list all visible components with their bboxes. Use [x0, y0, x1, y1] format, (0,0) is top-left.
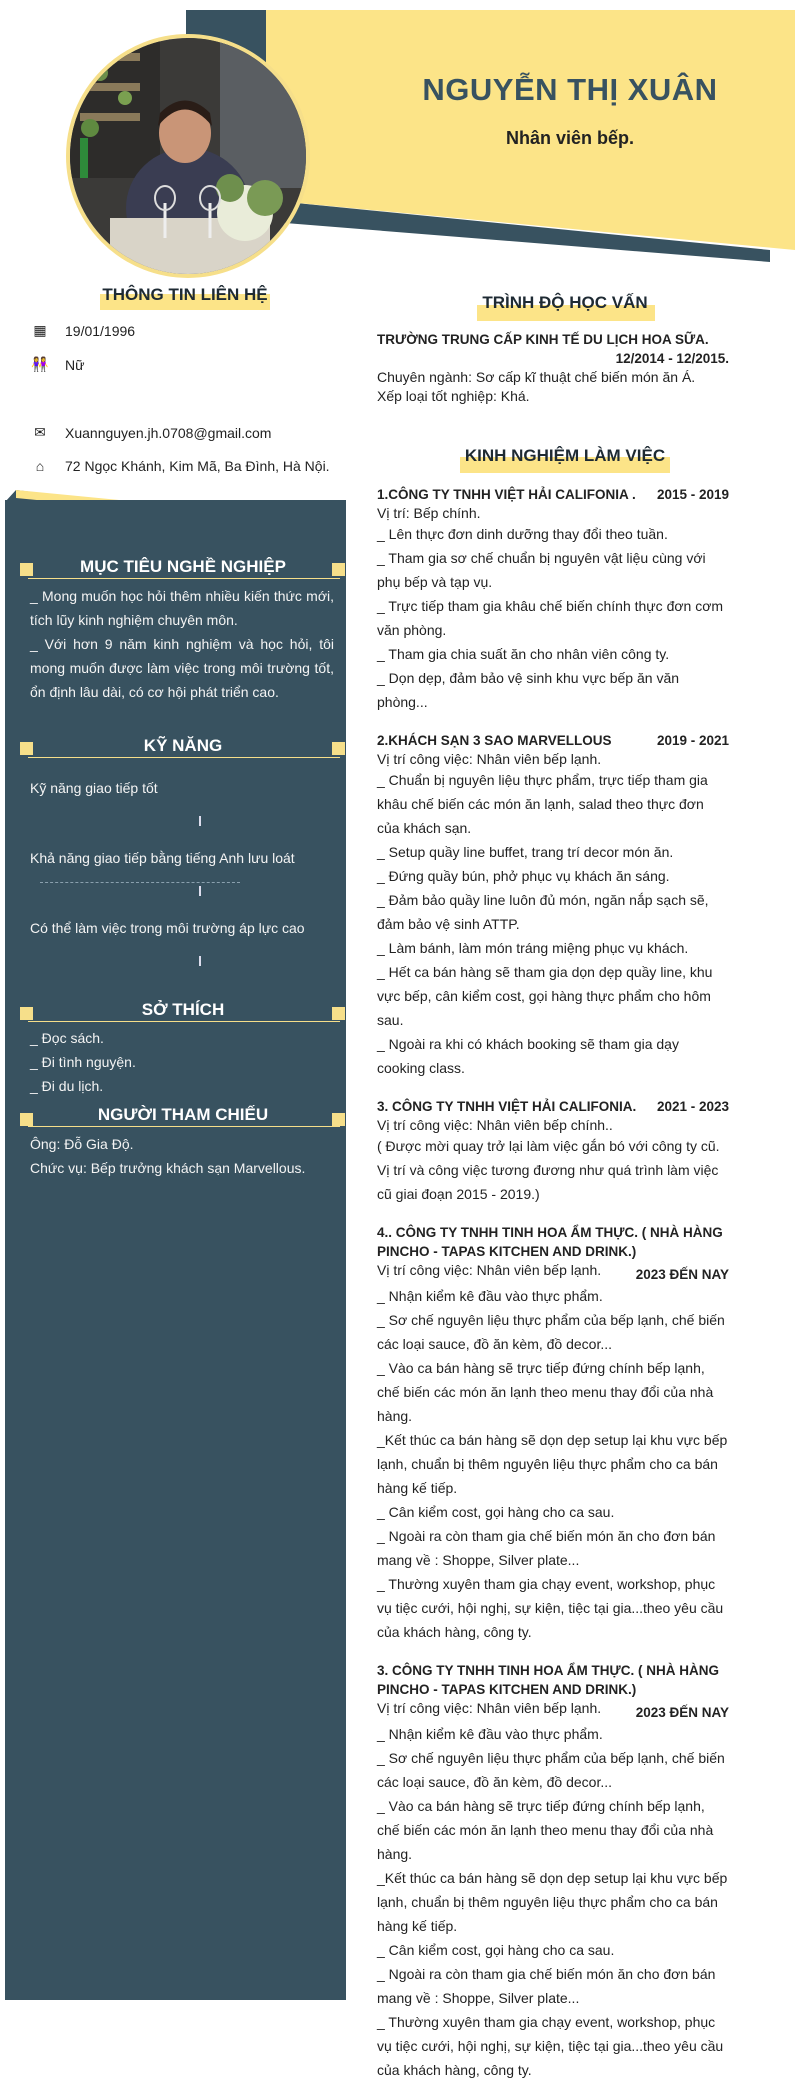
skills-underline: [28, 757, 340, 758]
job-3-position: Vị trí công việc: Nhân viên bếp chính..: [377, 1117, 613, 1133]
job-5-line-3: _ Vào ca bán hàng sẽ trực tiếp đứng chính bếp lạnh, chế biến các món ăn lạnh theo menu thay đổi của nhà hàng.: [377, 1798, 714, 1862]
job-4-line-3: _ Vào ca bán hàng sẽ trực tiếp đứng chính bếp lạnh, chế biến các món ăn lạnh theo menu thay đổi của nhà hàng.: [377, 1360, 714, 1424]
reference-name: Ông: Đỗ Gia Độ.: [30, 1136, 134, 1152]
job-4-position: Vị trí công việc: Nhân viên bếp lạnh.: [377, 1262, 602, 1278]
job-4-line-2: _ Sơ chế nguyên liệu thực phẩm của bếp lạnh, chế biến các loại sauce, đồ ăn kèm, đồ decor...: [377, 1312, 725, 1352]
job-4-line-6: _ Ngoài ra còn tham gia chế biến món ăn cho đơn bán mang về : Shoppe, Silver plate...: [377, 1528, 716, 1568]
hobbies-title: SỞ THÍCH: [141, 1000, 225, 1019]
skill-1-level-mark: [199, 816, 201, 826]
education-major: Chuyên ngành: Sơ cấp kĩ thuật chế biến món ăn Á.: [377, 369, 696, 385]
calendar-icon: ▦: [33, 322, 47, 338]
job-5-line-5: _ Cân kiểm cost, gọi hàng cho ca sau.: [377, 1942, 615, 1958]
education-title: TRÌNH ĐỘ HỌC VẤN: [482, 293, 648, 312]
gender-icon: 👭: [31, 356, 49, 372]
contact-email: [30, 424, 271, 441]
job-4-company: 4.. CÔNG TY TNHH TINH HOA ẨM THỰC. ( NHÀ HÀNG PINCHO - TAPAS KITCHEN AND DRINK.): [377, 1225, 723, 1259]
job-2-line-3: _ Đứng quầy bún, phở phục vụ khách ăn sáng.: [377, 868, 670, 884]
contact-birthday: [30, 322, 135, 339]
job-4-line-7: _ Thường xuyên tham gia chạy event, workshop, phục vụ tiệc cưới, hội nghị, sự kiện, tiệc tại gia...theo yêu cầu của khách hàng, công ty.: [377, 1576, 724, 1640]
job-2-line-5: _ Làm bánh, làm món tráng miệng phục vụ khách.: [377, 940, 689, 956]
job-entry-3: [377, 1097, 729, 1206]
experience-list: [377, 485, 729, 2082]
education-section: [377, 330, 729, 406]
objective-text: [30, 584, 334, 704]
left-panel-fill: [5, 500, 346, 2000]
contact-address: [30, 458, 330, 474]
job-2-line-1: _ Chuẩn bị nguyên liệu thực phẩm, trực tiếp tham gia khâu chế biến các món ăn lạnh, salad theo thực đơn của khách sạn.: [377, 772, 708, 836]
job-entry-1: [377, 485, 729, 714]
chef-photo-illustration: [70, 38, 306, 274]
job-3-line-1: ( Được mời quay trở lại làm việc gắn bó với công ty cũ. Vị trí và công việc tương đương như quá trình làm việc cũ giai đoạn 2015 - 2019.): [377, 1138, 720, 1202]
job-2-line-6: _ Hết ca bán hàng sẽ tham gia dọn dẹp quầy line, khu vực bếp, cân kiểm cost, gọi hàng thực phẩm cho hôm sau.: [377, 964, 713, 1028]
home-icon: ⌂: [35, 458, 45, 474]
job-1-line-1: _ Lên thực đơn dinh dưỡng thay đổi theo tuần.: [377, 526, 668, 542]
skills-title: KỸ NĂNG: [143, 736, 223, 755]
job-1-period: 2015 - 2019: [656, 487, 729, 502]
envelope-icon: ✉: [34, 424, 46, 440]
job-1-line-2: _ Tham gia sơ chế chuẩn bị nguyên vật liệu cùng với phụ bếp và tạp vụ.: [377, 550, 706, 590]
address-value: 72 Ngọc Khánh, Kim Mã, Ba Đình, Hà Nội.: [65, 458, 330, 474]
job-1-position: Vị trí: Bếp chính.: [377, 505, 481, 521]
hobby-1: _ Đọc sách.: [30, 1030, 104, 1046]
contact-section-title: THÔNG TIN LIÊN HỆ: [102, 285, 268, 304]
references-underline: [28, 1126, 340, 1127]
objective-line-2: _ Với hơn 9 năm kinh nghiệm và học hỏi, tôi mong muốn được làm việc trong môi trường tốt, ổn định lâu dài, có cơ hội phát triển cao.: [30, 636, 334, 700]
job-title: Nhân viên bếp.: [505, 128, 635, 148]
job-entry-4: [377, 1223, 729, 1644]
objective-line-1: _ Mong muốn học hỏi thêm nhiều kiến thức mới, tích lũy kinh nghiệm chuyên môn.: [30, 588, 334, 628]
job-2-company: 2.KHÁCH SẠN 3 SAO MARVELLOUS: [377, 733, 612, 748]
contact-gender: [30, 356, 84, 373]
job-2-position: Vị trí công việc: Nhân viên bếp lạnh.: [377, 751, 602, 767]
job-2-line-7: _ Ngoài ra khi có khách booking sẽ tham gia dạy cooking class.: [377, 1036, 679, 1076]
skill-2-label: Khả năng giao tiếp bằng tiếng Anh lưu loát: [30, 850, 295, 866]
skill-1-label: Kỹ năng giao tiếp tốt: [30, 780, 158, 796]
job-5-line-1: _ Nhận kiểm kê đầu vào thực phẩm.: [377, 1726, 603, 1742]
skill-2-bar: [40, 876, 314, 890]
job-1-company: 1.CÔNG TY TNHH VIỆT HẢI CALIFONIA .: [377, 487, 636, 502]
skill-2-level-mark: [199, 886, 201, 896]
job-5-period: 2023 ĐẾN NAY: [635, 1705, 729, 1720]
objective-title: MỤC TIÊU NGHỀ NGHIỆP: [80, 557, 286, 576]
job-1-line-5: _ Dọn dẹp, đảm bảo vệ sinh khu vực bếp ăn văn phòng...: [377, 670, 680, 710]
reference-position: Chức vụ: Bếp trưởng khách sạn Marvellous.: [30, 1160, 306, 1176]
education-school: TRƯỜNG TRUNG CẤP KINH TẾ DU LỊCH HOA SỮA.: [377, 332, 709, 347]
skill-1-bar: [40, 806, 314, 820]
job-5-position: Vị trí công việc: Nhân viên bếp lạnh.: [377, 1700, 602, 1716]
left-panel-accent-stripe: [16, 490, 346, 500]
job-2-period: 2019 - 2021: [656, 733, 729, 748]
job-4-period: 2023 ĐẾN NAY: [635, 1267, 729, 1282]
job-1-line-4: _ Tham gia chia suất ăn cho nhân viên công ty.: [377, 646, 670, 662]
job-4-line-1: _ Nhận kiểm kê đầu vào thực phẩm.: [377, 1288, 603, 1304]
job-5-line-6: _ Ngoài ra còn tham gia chế biến món ăn cho đơn bán mang về : Shoppe, Silver plate...: [377, 1966, 716, 2006]
job-entry-2: [377, 731, 729, 1080]
birthday-value: 19/01/1996: [65, 322, 136, 339]
job-5-line-7: _ Thường xuyên tham gia chạy event, workshop, phục vụ tiệc cưới, hội nghị, sự kiện, tiệc tại gia...theo yêu cầu của khách hàng, công ty.: [377, 2014, 724, 2078]
education-grade: Xếp loại tốt nghiệp: Khá.: [377, 388, 530, 404]
references-title: NGƯỜI THAM CHIẾU: [97, 1105, 269, 1124]
experience-title: KINH NGHIỆM LÀM VIỆC: [464, 446, 666, 465]
job-4-line-4: _Kết thúc ca bán hàng sẽ dọn dẹp setup lại khu vực bếp lạnh, chuẩn bị thêm nguyên liệu thực phẩm cho ca bán hàng kế tiếp.: [377, 1432, 728, 1496]
education-period: 12/2014 - 12/2015.: [615, 351, 729, 366]
skill-2-dashed-track: [40, 882, 240, 883]
gender-value: Nữ: [65, 356, 85, 373]
job-1-line-3: _ Trực tiếp tham gia khâu chế biến chính thực đơn cơm văn phòng.: [377, 598, 724, 638]
job-5-line-4: _Kết thúc ca bán hàng sẽ dọn dẹp setup lại khu vực bếp lạnh, chuẩn bị thêm nguyên liệu thực phẩm cho ca bán hàng kế tiếp.: [377, 1870, 728, 1934]
email-value[interactable]: Xuannguyen.jh.0708@gmail.com: [65, 424, 272, 441]
profile-photo: [66, 34, 310, 278]
objective-underline: [28, 578, 340, 579]
hobby-2: _ Đi tình nguyện.: [30, 1054, 136, 1070]
hobby-3: _ Đi du lịch.: [30, 1078, 104, 1094]
candidate-name: NGUYỄN THỊ XUÂN: [422, 72, 718, 107]
job-2-line-2: _ Setup quầy line buffet, trang trí decor món ăn.: [377, 844, 674, 860]
skill-3-level-mark: [199, 956, 201, 966]
job-3-company: 3. CÔNG TY TNHH VIỆT HẢI CALIFONIA.: [377, 1099, 637, 1114]
job-3-period: 2021 - 2023: [656, 1099, 729, 1114]
job-4-line-5: _ Cân kiểm cost, gọi hàng cho ca sau.: [377, 1504, 615, 1520]
skill-3-label: Có thể làm việc trong môi trường áp lực cao: [30, 920, 305, 936]
job-2-line-4: _ Đảm bảo quầy line luôn đủ món, ngăn nắp sạch sẽ, đảm bảo vệ sinh ATTP.: [377, 892, 709, 932]
hobbies-underline: [28, 1021, 340, 1022]
job-entry-5: [377, 1661, 729, 2082]
skill-3-bar: [40, 946, 314, 960]
job-5-line-2: _ Sơ chế nguyên liệu thực phẩm của bếp lạnh, chế biến các loại sauce, đồ ăn kèm, đồ decor...: [377, 1750, 725, 1790]
job-5-company: 3. CÔNG TY TNHH TINH HOA ẨM THỰC. ( NHÀ HÀNG PINCHO - TAPAS KITCHEN AND DRINK.): [377, 1663, 719, 1697]
